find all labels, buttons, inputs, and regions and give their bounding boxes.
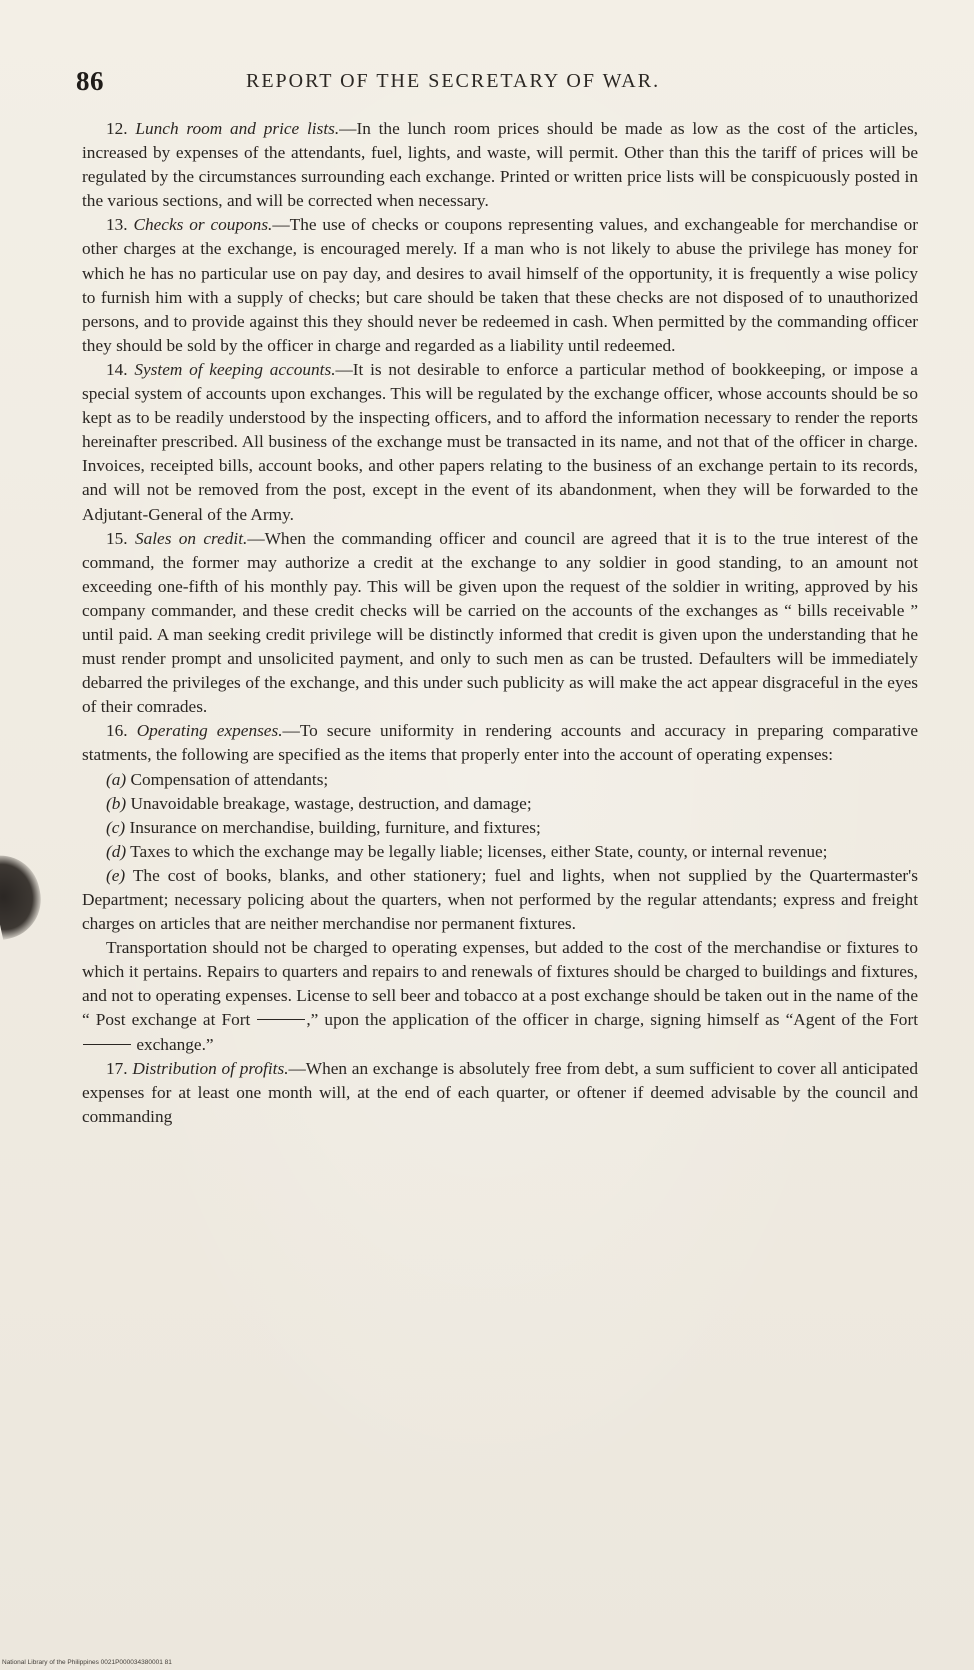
paragraph-15 [82,527,918,720]
paragraph-number: 15. [106,528,128,548]
paragraph-text: —The use of checks or coupons representing values, and exchangeable for merchandise or other charges at the exchange, is encouraged merely. If a man who is not likely to abuse the privilege has money for which he has no particular use on pay day, and desires to avail himself of the opportunity, it is frequently a wise policy to furnish him with a supply of checks; but care should be taken that these checks are not disposed of to unauthorized persons, and to provide against this they should never be redeemed in cash. When permitted by the commanding officer they should be sold by the officer in charge and regarded as a liability until redeemed. [82,215,918,355]
paragraph-text: —To secure uniformity in rendering accounts and accuracy in preparing comparative statments, the following are specified as the items that properly enter into the account of operating expenses: [82,721,919,765]
scan-footer-note: National Library of the Philippines 0021P000034380001 81 [2,1659,172,1666]
list-item-label: (a) [106,769,127,789]
paragraph-number: 14. [106,359,128,379]
list-item-c [82,816,918,840]
paragraph-number: 13. [106,215,128,235]
list-item-text: Insurance on merchandise, building, furniture, and fixtures; [129,817,541,837]
paragraph-text: Transportation should not be charged to operating expenses, but added to the cost of the merchandise or fixtures to which it pertains. Repairs to quarters and repairs to and renewals of fixtures should be charged to buildings and fixtures, and not to operating expenses. License to sell beer and tobacco at a post exchange should be taken out in the name of the “ Post exchange at Fort [82,938,918,1030]
paragraph-heading: Lunch room and price lists. [135,119,340,138]
paragraph-heading: System of keeping accounts. [134,359,336,379]
paragraph-number: 17. [106,1058,128,1078]
running-head: REPORT OF THE SECRETARY OF WAR. [246,70,661,92]
paragraph-number: 16. [106,721,128,741]
list-item-label: (c) [106,817,126,837]
list-item-a [82,768,918,792]
page-header [76,62,896,102]
list-item-b [82,792,918,816]
list-item-text: Taxes to which the exchange may be legally liable; licenses, either State, county, or internal revenue; [130,841,828,861]
list-item-label: (b) [106,793,127,813]
scan-thumb-shadow [0,848,48,940]
paragraph-text: —When the commanding officer and council are agreed that it is to the true interest of the command, the former may authorize a credit at the exchange to any soldier in good standing, to an amount not exceeding one-fifth of his monthly pay. This will be given upon the request of the soldier in writing, approved by his company commander, and these credit checks will be carried on the accounts of the exchanges as “ bills receivable ” until paid. A man seeking credit privilege will be distinctly informed that credit is given upon the understanding that he must render prompt and unsolicited payment, and only to such men as can be trusted. Defaulters will be immediately debarred the privileges of the exchange, and this under such publicity as will make the act appear disgraceful in the eyes of their comrades. [82,528,918,717]
paragraph-text: —When an exchange is absolutely free from debt, a sum sufficient to cover all anticipated expenses for at least one month will, at the end of each quarter, or oftener if deemed advisable by the council and commanding [82,1058,918,1126]
paragraph-heading: Operating expenses. [136,721,283,741]
list-item-label: (e) [106,865,126,885]
list-item-label: (d) [106,841,127,861]
paragraph-13 [82,213,918,358]
paragraph-text: ,” upon the application of the officer in charge, signing himself as “Agent of the Fort [306,1010,919,1030]
blank-line [257,1019,305,1020]
paragraph-heading: Sales on credit. [134,528,248,548]
paragraph-text: —It is not desirable to enforce a particular method of bookkeeping, or impose a special system of accounts upon exchanges. This will be regulated by the exchange officer, whose accounts should be so kept as to be readily understood by the inspecting officers, and to afford the information necessary to render the reports hereinafter prescribed. All business of the exchange must be transacted in its name, and not that of the officer in charge. Invoices, receipted bills, account books, and other papers relating to the business of an exchange pertain to its records, and will not be removed from the post, except in the event of its abandonment, when they will be forwarded to the Adjutant-General of the Army. [82,359,918,524]
list-item-text: Unavoidable breakage, wastage, destruction, and damage; [130,793,532,813]
list-item-text: Compensation of attendants; [130,769,329,789]
list-item-e [82,864,918,936]
paragraph-12 [82,117,918,213]
paragraph-heading: Checks or coupons. [133,215,273,235]
page-number: 86 [76,66,104,96]
paragraph-16 [82,719,918,767]
paragraph-14 [82,358,918,527]
paragraph-number: 12. [106,119,128,138]
list-item-text: The cost of books, blanks, and other stationery; fuel and lights, when not supplied by the Quartermaster's Department; necessary policing about the quarters, when not performed by the regular attendants; express and freight charges on articles that are neither merchandise nor permanent fixtures. [82,865,918,934]
body-text [82,117,918,1129]
paragraph-text: —In the lunch room prices should be made as low as the cost of the articles, increased by expenses of the attendants, fuel, lights, and waste, will permit. Other than this the tariff of prices will be regulated by the circumstances surrounding each exchange. Printed or written price lists will be conspicuously posted in the various sections, and will be corrected when necessary. [82,119,918,211]
paragraph-heading: Distribution of profits. [132,1058,289,1078]
transportation-paragraph [82,936,918,1056]
list-item-d [82,840,918,864]
paragraph-17 [82,1057,918,1129]
paragraph-text: exchange.” [132,1034,214,1054]
blank-line [83,1044,131,1045]
